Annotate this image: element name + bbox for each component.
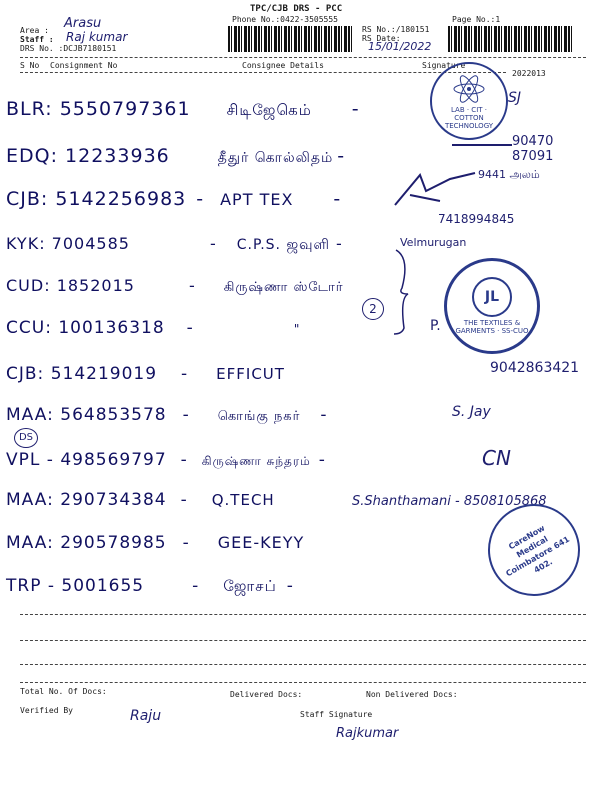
entry-consignee: கிருஷ்ணா ஸ்டோர்	[223, 280, 344, 295]
area-value: Arasu	[64, 16, 102, 31]
entry-row: EDQ: 12233936 தீதுர் கொல்லிதம் -	[6, 145, 346, 167]
column-sno: S No	[20, 61, 40, 70]
row7-phone: 9042863421	[490, 360, 580, 376]
entry-consignee: GEE-KEYY	[217, 533, 305, 552]
entry-row: VPL - 498569797 - கிருஷ்ணா சுந்தரம் -	[6, 450, 326, 470]
entry-consignee: ஜோசப்	[223, 577, 277, 595]
row1-signature: SJ	[508, 90, 522, 106]
entry-code: BLR	[6, 98, 46, 120]
date-stamp: 2022013	[512, 69, 546, 78]
entry-row: BLR: 5550797361 சிடிஜேகெம் -	[6, 98, 360, 120]
entry-code: MAA	[6, 405, 48, 425]
lab-stamp	[430, 62, 508, 140]
atom-icon	[452, 74, 486, 104]
non-delivered-docs-label: Non Delivered Docs:	[366, 690, 458, 699]
row2-strike	[452, 144, 512, 146]
entry-consignee: கிருஷ்ணா சுந்தரம்	[201, 454, 311, 468]
entry-number: 5001655	[61, 576, 145, 596]
entry-code: CJB	[6, 364, 38, 384]
header-divider-top	[20, 57, 586, 58]
column-consignment-no: Consignment No	[50, 61, 118, 70]
row2-phone: 90470 87091	[512, 134, 554, 164]
drs-number: DRS No. :DCJB7180151	[20, 44, 117, 53]
entry-consignee: "	[293, 322, 301, 336]
entry-code: TRP	[6, 576, 42, 596]
entry-consignee: Q.TECH	[211, 491, 275, 509]
entry-number: 1852015	[56, 276, 135, 295]
row10-phone: S.Shanthamani - 8508105868	[352, 494, 547, 509]
entry-row: TRP - 5001655 - ஜோசப் -	[6, 576, 294, 596]
entry-code: CCU	[6, 318, 46, 338]
entry-row: CJB: 5142256983 - APT TEX -	[6, 188, 342, 210]
margin-mark: DS	[14, 428, 38, 448]
rs-date-value: 15/01/2022	[368, 40, 432, 53]
column-signature: Signature	[422, 61, 466, 70]
entry-code: CUD	[6, 276, 45, 295]
staff-label: Staff :	[20, 35, 54, 44]
entry-row: CUD: 1852015 - கிருஷ்ணா ஸ்டோர்	[6, 276, 344, 295]
total-docs-label: Total No. Of Docs:	[20, 687, 107, 696]
entry-row: MAA: 290734384 - Q.TECH	[6, 490, 275, 510]
row3-phone-b: 7418994845	[438, 212, 515, 226]
entry-number: 514219019	[50, 364, 158, 384]
entry-code: KYK	[6, 234, 40, 253]
row8-signature: S. Jay	[452, 404, 491, 420]
entry-row: CJB: 514219019 - EFFICUT	[6, 364, 285, 384]
phone-number: Phone No.:0422-3505555	[232, 15, 338, 24]
page-number: Page No.:1	[452, 15, 501, 24]
entry-consignee: தீதுர் கொல்லிதம்	[217, 150, 334, 166]
header-divider-bottom	[20, 72, 506, 73]
medical-stamp-text: CareNow Medical Coimbatore 641 402.	[504, 523, 572, 579]
row-divider	[20, 614, 586, 615]
entry-row: MAA: 290578985 - GEE-KEYY	[6, 533, 305, 553]
entry-consignee: EFFICUT	[216, 365, 285, 383]
lab-stamp-text: LAB · CIT · COTTON TECHNOLOGY	[444, 106, 494, 130]
rs-date-label: RS Date:	[362, 34, 401, 43]
rs-number: RS No.:/180151	[362, 25, 430, 34]
entry-code: VPL	[6, 450, 41, 470]
textiles-stamp-text: THE TEXTILES & GARMENTS · SS-CUO	[455, 319, 529, 335]
entry-code: CJB	[6, 188, 41, 210]
entry-consignee: C.P.S. ஜவுளி	[236, 237, 330, 253]
row6-initial: P.	[430, 318, 441, 334]
entry-number: 5550797361	[59, 98, 191, 120]
textiles-logo-icon: JL	[472, 277, 512, 317]
row-divider	[20, 640, 586, 641]
entry-row: CCU: 100136318 - "	[6, 318, 301, 338]
entry-number: 12233936	[65, 145, 170, 167]
brace-mark	[392, 248, 414, 336]
entry-number: 100136318	[58, 318, 165, 338]
row9-initials: CN	[482, 446, 511, 470]
entry-number: 564853578	[60, 405, 167, 425]
verified-by-label: Verified By	[20, 706, 73, 715]
entry-number: 5142256983	[55, 188, 187, 210]
entry-code: EDQ	[6, 145, 51, 167]
staff-signature-label: Staff Signature	[300, 710, 373, 719]
drs-barcode	[228, 26, 354, 52]
entry-row: KYK: 7004585 - C.P.S. ஜவுளி -	[6, 234, 343, 253]
staff-value: Raj kumar	[66, 30, 128, 44]
entry-row: MAA: 564853578 - கொங்கு நகர் -	[6, 405, 328, 425]
entry-consignee: APT TEX	[220, 190, 294, 209]
entry-consignee: கொங்கு நகர்	[217, 409, 301, 424]
row3-phone-a: 9441 அலம்	[478, 168, 540, 181]
entry-number: 7004585	[51, 234, 130, 253]
delivered-docs-label: Delivered Docs:	[230, 690, 303, 699]
circled-number: 2	[362, 298, 384, 320]
rs-barcode	[448, 26, 574, 52]
row3-signature-scribble	[390, 165, 480, 215]
entry-code: MAA	[6, 490, 48, 510]
staff-signature: Rajkumar	[336, 726, 399, 741]
entry-code: MAA	[6, 533, 48, 553]
row-divider	[20, 664, 586, 665]
entry-number: 290578985	[60, 533, 167, 553]
area-label: Area :	[20, 26, 49, 35]
entry-number: 290734384	[60, 490, 167, 510]
column-consignee-details: Consignee Details	[242, 61, 324, 70]
document-title: TPC/CJB DRS - PCC	[250, 4, 343, 14]
verified-signature: Raju	[130, 708, 162, 724]
footer-divider	[20, 682, 586, 683]
entry-number: 498569797	[60, 450, 167, 470]
row4-name: Velmurugan	[400, 236, 467, 249]
textiles-stamp	[444, 258, 540, 354]
entry-consignee: சிடிஜேகெம்	[226, 101, 312, 119]
